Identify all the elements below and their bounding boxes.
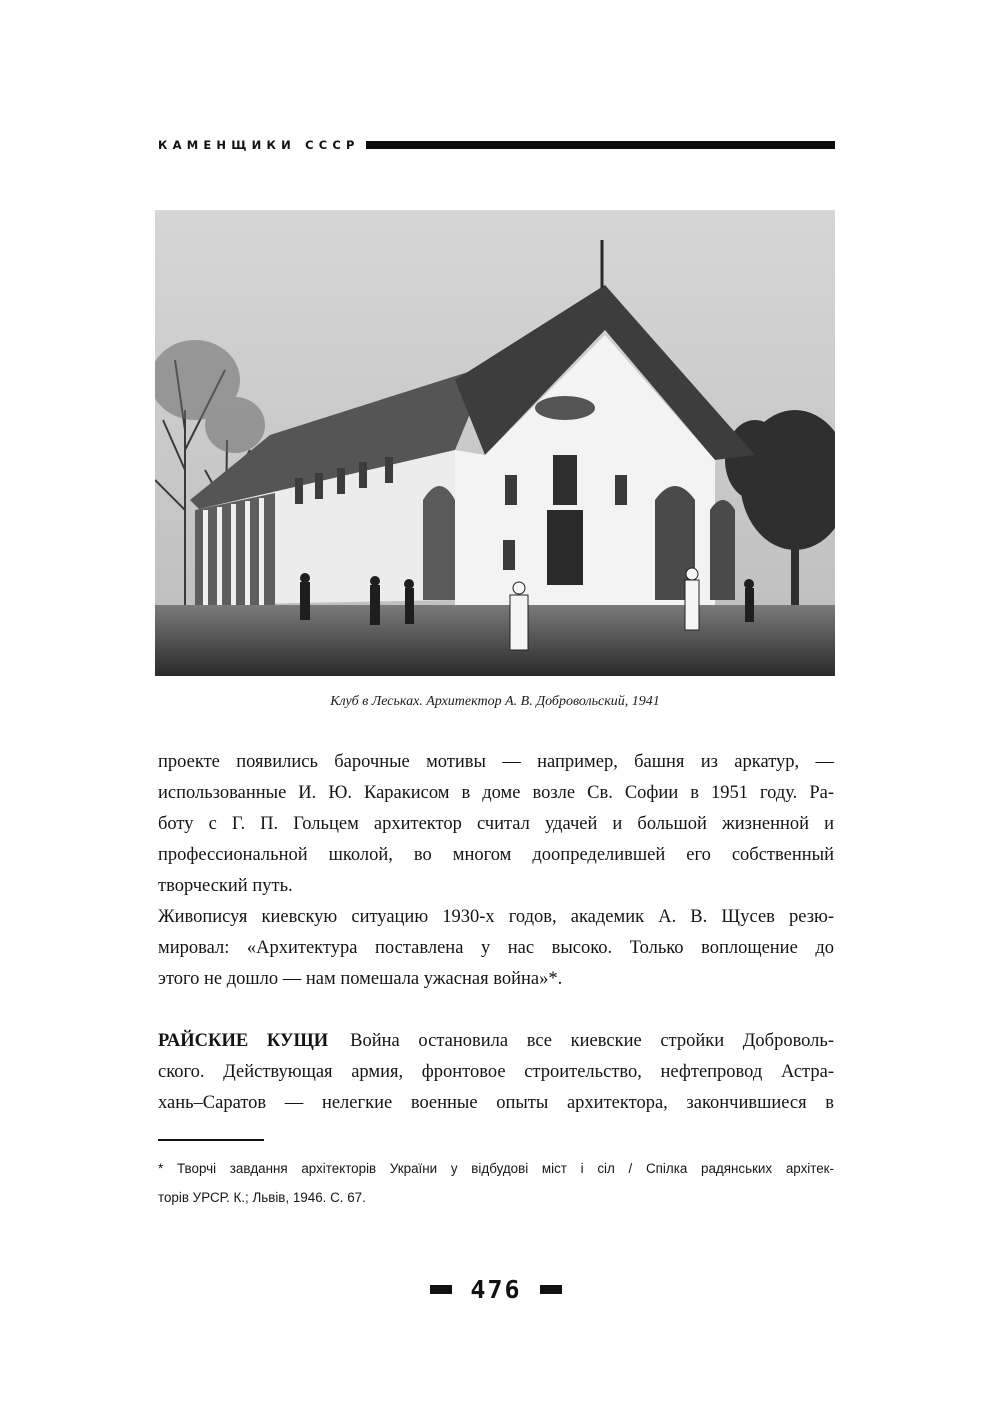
paragraph-2 xyxy=(158,902,834,995)
footnote xyxy=(158,1154,834,1212)
folio-dash-left xyxy=(430,1285,452,1294)
running-title: КАМЕНЩИКИ СССР xyxy=(158,138,360,152)
section-first-line-text: Война остановила все киевские стройки Доброволь- xyxy=(350,1031,835,1051)
text-line: Живописуя киевскую ситуацию 1930-х годов, академик А. В. Щусев резю- xyxy=(158,907,834,927)
page-number: 476 xyxy=(470,1274,522,1304)
figure-caption: Клуб в Леськах. Архитектор А. В. Добровольский, 1941 xyxy=(330,694,660,709)
section-first-line xyxy=(158,1026,834,1057)
footnote-line: * Творчі завдання архітекторів України у відбудові міст і сіл / Спілка радянських архітек- xyxy=(158,1161,834,1176)
text-line: ского. Действующая армия, фронтовое строительство, нефтепровод Астра- xyxy=(158,1062,834,1082)
running-head xyxy=(158,136,835,154)
text-line: использованные И. Ю. Каракисом в доме возле Св. Софии в 1951 году. Ра- xyxy=(158,783,834,803)
page-folio xyxy=(430,1275,562,1303)
footnote-line: торів УРСР. К.; Львів, 1946. С. 67. xyxy=(158,1190,366,1205)
running-head-rule xyxy=(366,141,835,149)
building-illustration-icon xyxy=(155,210,835,676)
text-line: проекте появились барочные мотивы — например, башня из аркатур, — xyxy=(158,752,834,772)
text-line: хань–Саратов — нелегкие военные опыты архитектора, закончившиеся в xyxy=(158,1093,834,1113)
text-line: мировал: «Архитектура поставлена у нас высоко. Только воплощение до xyxy=(158,938,834,958)
text-line: творческий путь. xyxy=(158,876,293,896)
paragraph-1 xyxy=(158,747,834,902)
section-rajskie-kushchi xyxy=(158,1026,834,1119)
footnote-rule xyxy=(158,1139,264,1141)
figure-illustration xyxy=(155,210,835,676)
text-line: боту с Г. П. Гольцем архитектор считал удачей и большой жизненной и xyxy=(158,814,834,834)
text-line: профессиональной школой, во многом доопределившей его собственный xyxy=(158,845,834,865)
section-heading: РАЙСКИЕ КУЩИ xyxy=(158,1031,329,1051)
text-line: этого не дошло — нам помешала ужасная война»*. xyxy=(158,969,563,989)
folio-dash-right xyxy=(540,1285,562,1294)
